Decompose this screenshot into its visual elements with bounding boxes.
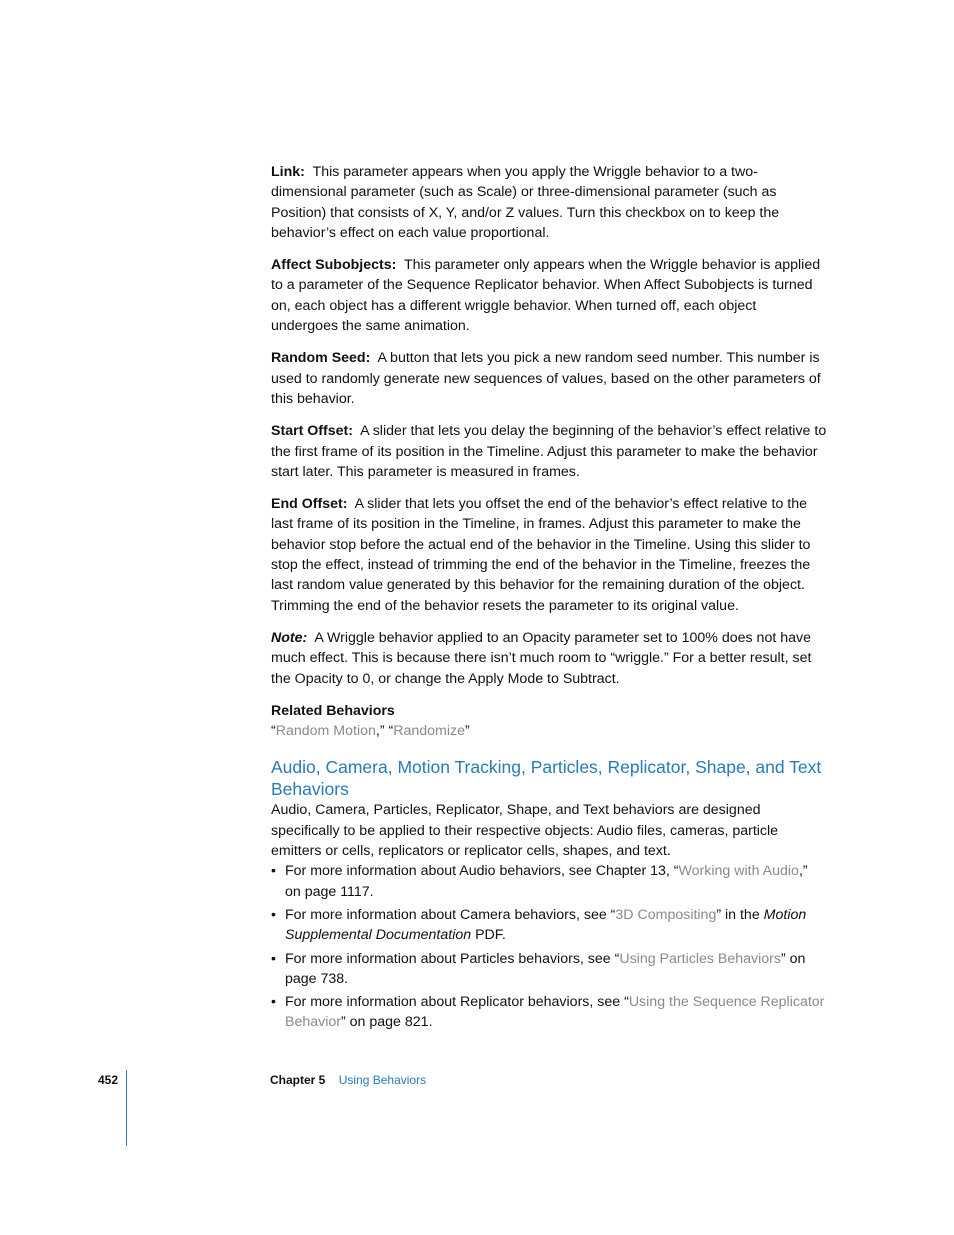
bullet-dot: •	[271, 906, 276, 923]
term-label: End Offset:	[271, 496, 348, 513]
quote-separator: ,” “	[375, 723, 394, 740]
note-label: Note:	[271, 629, 308, 646]
param-start-offset	[271, 421, 827, 482]
chapter-label: Chapter 5	[270, 1073, 326, 1087]
param-affect-subobjects	[271, 255, 827, 336]
bullet-dot: •	[271, 863, 276, 880]
bullet-text: ” on page 821.	[341, 1014, 433, 1031]
param-description: A slider that lets you offset the end of the behavior’s effect relative to the last frame of its position in the Timeline, in frames. Adjust this parameter to make the behavior stop before the actual end of the behavior in the Timeline. Using this slider to stop the effect, instead of trimming the end of the behavior in the Timeline, freezes the last random value generated by this behavior for the remaining duration of the object. Trimming the end of the behavior resets the parameter to its original value.	[271, 496, 811, 614]
page-content	[271, 162, 827, 1036]
related-behaviors-links	[271, 721, 827, 741]
bullet-text: For more information about Replicator behaviors, see “	[285, 994, 629, 1011]
list-item	[271, 905, 827, 946]
param-description: A slider that lets you delay the beginning of the behavior’s effect relative to the first frame of its position in the Timeline. Adjust this parameter to make the behavior start later. This parameter is measured in frames.	[271, 423, 827, 480]
list-item	[271, 949, 827, 990]
list-item	[271, 992, 827, 1033]
bullet-dot: •	[271, 950, 276, 967]
footer-chapter	[270, 1073, 426, 1087]
doc-title: Motion Supplemental Documentation	[285, 906, 807, 944]
page-number: 452	[98, 1073, 119, 1087]
bullet-text: For more information about Audio behaviors, see Chapter 13, “	[285, 863, 679, 880]
bullet-list	[271, 861, 827, 1032]
term-label: Affect Subobjects:	[271, 257, 397, 274]
section-intro: Audio, Camera, Particles, Replicator, Shape, and Text behaviors are designed specifically to be applied to their respective objects: Audio files, cameras, particle emitters or cells, replicators or replicator cells, shapes, and text.	[271, 802, 779, 860]
bullet-dot: •	[271, 994, 276, 1011]
chapter-title-link[interactable]: Using Behaviors	[338, 1073, 427, 1087]
bullet-text: ” in the	[716, 906, 764, 923]
bullet-text: For more information about Particles behaviors, see “	[285, 950, 620, 967]
note-paragraph	[271, 628, 827, 689]
param-random-seed	[271, 348, 827, 409]
list-item	[271, 861, 827, 902]
param-description: A button that lets you pick a new random seed number. This number is used to randomly generate new sequences of values, based on the other parameters of this behavior.	[271, 350, 821, 407]
term-label: Link:	[271, 164, 305, 180]
footer-divider	[126, 1070, 127, 1146]
bullet-text: For more information about Camera behaviors, see “	[285, 906, 616, 923]
term-label: Random Seed:	[271, 350, 371, 367]
param-link	[271, 162, 827, 243]
bullet-text: PDF.	[471, 927, 506, 944]
param-end-offset	[271, 494, 827, 616]
link-working-with-audio[interactable]: Working with Audio	[678, 863, 799, 880]
note-text: A Wriggle behavior applied to an Opacity parameter set to 100% does not have much effect. This is because there isn’t much room to “wriggle.” For a better result, set the Opacity to 0, or change the Apply Mode to Subtract.	[271, 629, 812, 687]
param-description: This parameter only appears when the Wriggle behavior is applied to a parameter of the Sequence Replicator behavior. When Affect Subobjects is turned on, each object has a different wriggle behavior. When turned off, each object undergoes the same animation.	[271, 257, 821, 335]
link-random-motion[interactable]: Random Motion	[275, 723, 376, 740]
term-label: Start Offset:	[271, 423, 353, 440]
quote-close: ”	[465, 723, 470, 740]
link-sequence-replicator[interactable]: Using the Sequence Replicator Behavior	[285, 994, 825, 1031]
related-behaviors-heading: Related Behaviors	[271, 702, 395, 719]
link-using-particles-behaviors[interactable]: Using Particles Behaviors	[619, 950, 781, 967]
link-3d-compositing[interactable]: 3D Compositing	[615, 906, 717, 923]
bullet-text: ” on page 738.	[285, 950, 806, 987]
link-randomize[interactable]: Randomize	[393, 723, 465, 740]
section-heading: Audio, Camera, Motion Tracking, Particles, Replicator, Shape, and Text Behaviors	[271, 757, 822, 800]
bullet-text: ,” on page 1117.	[285, 863, 808, 900]
param-description: This parameter appears when you apply the Wriggle behavior to a two-dimensional parameter (such as Scale) or three-dimensional parameter (such as Position) that consists of X, Y, and/or Z values. Turn this checkbox on to keep the behavior’s effect on each value proportional.	[271, 164, 780, 241]
quote-open: “	[271, 723, 276, 740]
